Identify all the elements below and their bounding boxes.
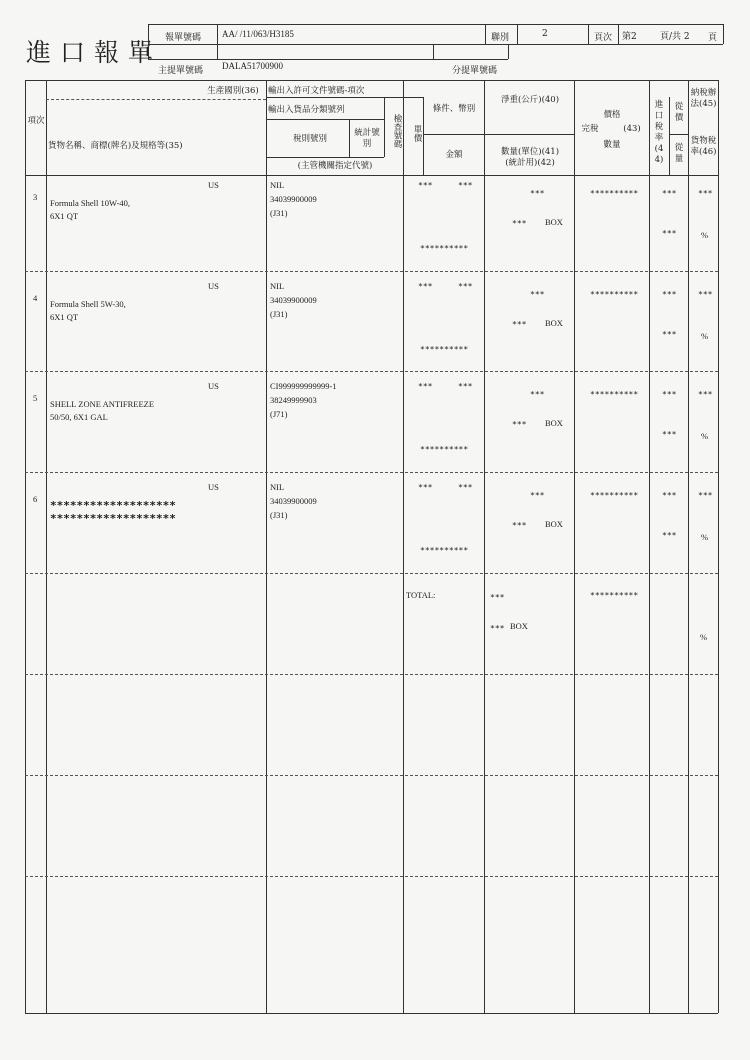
import-rate: *** [662, 189, 677, 198]
total-qty: *** [490, 624, 505, 633]
header-price-num: (43) [623, 124, 641, 134]
header-qty: 數量(單位)(41) [500, 147, 560, 157]
quantity-unit: BOX [545, 519, 563, 529]
quantity: *** [512, 420, 527, 429]
unit-price: *** [418, 382, 433, 391]
item-no: 5 [33, 393, 38, 403]
header-qty-label: 數量 [603, 140, 621, 150]
import-rate: *** [662, 390, 677, 399]
amount: ********** [420, 345, 469, 354]
header-duty-paid: 完稅 [581, 124, 599, 134]
header-tariff: 稅則號別 [292, 134, 327, 144]
amount: ********** [420, 546, 469, 555]
header-tax-method: 納稅辦法(45) [690, 88, 717, 109]
net-weight: *** [530, 189, 545, 198]
tariff-no: 34039900009 [270, 194, 317, 204]
header-goods-tax: 貨物稅率(46) [690, 136, 717, 157]
tariff-no: 38249999903 [270, 395, 317, 405]
header-net-weight: 淨重(公斤)(40) [500, 95, 560, 105]
quantity-unit: BOX [545, 217, 563, 227]
item-no: 6 [33, 494, 38, 504]
amount: ********** [420, 244, 469, 253]
desc-line-2: 50/50, 6X1 GAL [50, 412, 108, 422]
form-title: 進口報單 [26, 38, 163, 67]
table-bottom-line [25, 1013, 718, 1014]
import-rate: *** [662, 290, 677, 299]
header-import-rate: 進口稅率(44) [654, 100, 664, 165]
unit-price: *** [418, 181, 433, 190]
currency-terms: *** [458, 382, 473, 391]
tax-method: *** [698, 290, 713, 299]
total-pct: % [700, 632, 708, 642]
header-mid-line [148, 44, 723, 45]
permit-no: NIL [270, 482, 285, 492]
total-dutiable: ********** [590, 591, 639, 600]
header-permit: 輸出入許可文件號碼-項次 [268, 86, 365, 96]
header-stat-unit: (統計用)(42) [505, 158, 555, 168]
currency-terms: *** [458, 483, 473, 492]
header-terms: 條件、幣別 [432, 104, 476, 114]
page-current: 第2 [622, 32, 637, 42]
header-price: 價格 [603, 110, 621, 120]
currency-terms: *** [458, 282, 473, 291]
permit-no: NIL [270, 180, 285, 190]
origin-country: US [208, 180, 219, 190]
desc-line-2: 6X1 QT [50, 312, 79, 322]
authority-code: (J71) [270, 409, 288, 419]
goods-tax-pct: % [701, 431, 709, 441]
dutiable-price: ********** [590, 290, 639, 299]
header-ad-val: 從價 [674, 102, 684, 123]
dutiable-price: ********** [590, 390, 639, 399]
permit-no: NIL [270, 281, 285, 291]
page-total: 頁/共 2 [660, 32, 690, 42]
net-weight: *** [530, 290, 545, 299]
header-item-no: 項次 [27, 116, 45, 126]
total-unit: BOX [510, 621, 528, 631]
item-no: 3 [33, 192, 38, 202]
quantity: *** [512, 219, 527, 228]
header-origin: 生產國別(36) [207, 86, 259, 96]
master-bl-label: 主提單號碼 [158, 66, 204, 76]
copy-label: 聯別 [491, 33, 510, 43]
row-divider [25, 371, 718, 372]
desc-line-1: ******************* [50, 499, 176, 512]
amount: ********** [420, 445, 469, 454]
header-class: 輸出入貨品分類號列 [268, 105, 345, 115]
goods-tax-pct: % [701, 230, 709, 240]
row-divider [25, 775, 718, 776]
copy-value: 2 [542, 29, 548, 39]
desc-line-2: ******************* [50, 512, 176, 525]
page-suffix: 頁 [708, 33, 718, 43]
row-divider [25, 271, 718, 272]
authority-code: (J31) [270, 510, 288, 520]
master-bl-value: DALA51700900 [222, 61, 283, 71]
import-rate: *** [662, 491, 677, 500]
dutiable-price: ********** [590, 491, 639, 500]
item-no: 4 [33, 293, 38, 303]
tax-method: *** [698, 390, 713, 399]
header-top-line [148, 24, 723, 25]
desc-line-1: Formula Shell 5W-30, [50, 299, 126, 309]
unit-price: *** [418, 483, 433, 492]
tariff-no: 34039900009 [270, 496, 317, 506]
net-weight: *** [530, 491, 545, 500]
unit-price: *** [418, 282, 433, 291]
header-amount: 金額 [445, 150, 463, 160]
header-bottom-line [148, 59, 508, 60]
decl-no-label: 報單號碼 [165, 33, 202, 43]
quantity-unit: BOX [545, 418, 563, 428]
net-weight: *** [530, 390, 545, 399]
header-specific: 從量 [674, 143, 684, 164]
currency-terms: *** [458, 181, 473, 190]
total-label: TOTAL: [406, 590, 436, 600]
header-authority: (主管機關指定代號) [297, 161, 373, 171]
header-unit-price: 單價 [412, 124, 422, 142]
dutiable-price: ********** [590, 189, 639, 198]
house-bl-label: 分提單號碼 [452, 66, 498, 76]
decl-no-value: AA/ /11/063/H3185 [222, 29, 294, 39]
authority-code: (J31) [270, 208, 288, 218]
specific-rate: *** [662, 430, 677, 439]
quantity-unit: BOX [545, 318, 563, 328]
total-weight: *** [490, 593, 505, 602]
header-stat: 統計號別 [354, 128, 380, 149]
origin-country: US [208, 381, 219, 391]
header-desc: 貨物名稱、商標(牌名)及規格等(35) [48, 141, 183, 151]
tax-method: *** [698, 189, 713, 198]
specific-rate: *** [662, 531, 677, 540]
tariff-no: 34039900009 [270, 295, 317, 305]
tax-method: *** [698, 491, 713, 500]
table-top-line [25, 80, 718, 81]
origin-country: US [208, 281, 219, 291]
row-divider [25, 674, 718, 675]
authority-code: (J31) [270, 309, 288, 319]
row-divider [25, 472, 718, 473]
desc-line-2: 6X1 QT [50, 211, 79, 221]
quantity: *** [512, 521, 527, 530]
table-header-bottom-line [25, 175, 718, 176]
specific-rate: *** [662, 229, 677, 238]
specific-rate: *** [662, 330, 677, 339]
origin-country: US [208, 482, 219, 492]
row-divider [25, 573, 718, 574]
row-divider [25, 876, 718, 877]
permit-no: CI999999999999-1 [270, 381, 337, 391]
header-inspect: 檢查號碼 [392, 114, 402, 148]
goods-tax-pct: % [701, 532, 709, 542]
quantity: *** [512, 320, 527, 329]
goods-tax-pct: % [701, 331, 709, 341]
desc-line-1: SHELL ZONE ANTIFREEZE [50, 399, 155, 409]
page-label: 頁次 [594, 33, 613, 43]
desc-line-1: Formula Shell 10W-40, [50, 198, 131, 208]
